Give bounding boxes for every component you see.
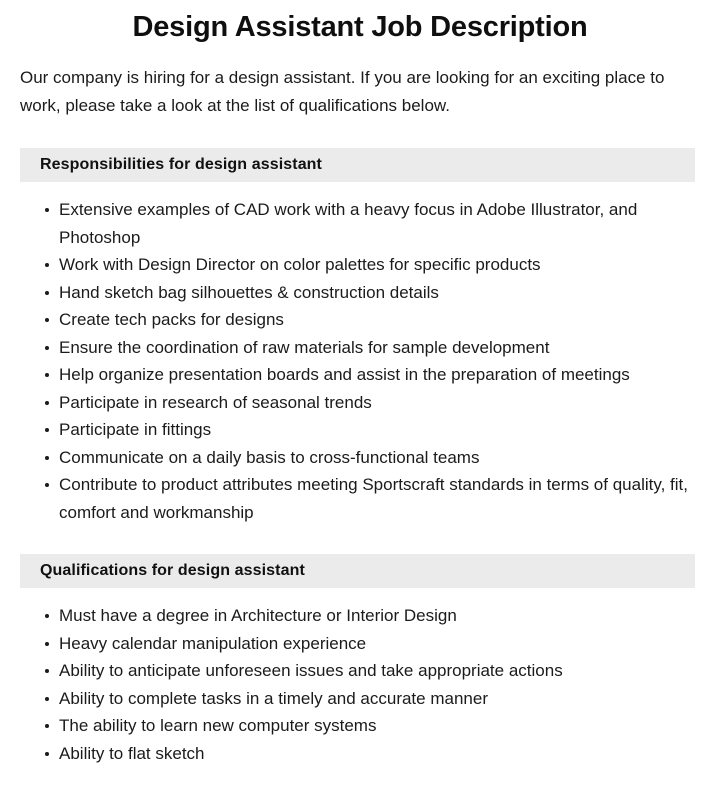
bullet-list [0, 588, 720, 767]
list-item: The ability to learn new computer systems [20, 712, 695, 740]
list-item: Hand sketch bag silhouettes & construction details [20, 279, 695, 307]
list-item: Help organize presentation boards and assist in the preparation of meetings [20, 361, 695, 389]
section [0, 554, 720, 767]
list-item: Contribute to product attributes meeting Sportscraft standards in terms of quality, fit, comfort and workmanship [20, 471, 695, 526]
list-item: Communicate on a daily basis to cross-functional teams [20, 444, 695, 472]
section [0, 148, 720, 526]
list-item: Must have a degree in Architecture or Interior Design [20, 602, 695, 630]
list-item: Work with Design Director on color palettes for specific products [20, 251, 695, 279]
list-item: Ability to complete tasks in a timely and accurate manner [20, 685, 695, 713]
list-item: Participate in fittings [20, 416, 695, 444]
list-item: Extensive examples of CAD work with a heavy focus in Adobe Illustrator, and Photoshop [20, 196, 695, 251]
section-header-label: Responsibilities for design assistant [40, 156, 322, 173]
page-title: Design Assistant Job Description [132, 11, 588, 43]
list-item: Ensure the coordination of raw materials for sample development [20, 334, 695, 362]
section-header [20, 554, 695, 588]
list-item: Ability to flat sketch [20, 740, 695, 768]
list-item: Participate in research of seasonal trends [20, 389, 695, 417]
bullet-list [0, 182, 720, 526]
list-item: Heavy calendar manipulation experience [20, 630, 695, 658]
list-item: Ability to anticipate unforeseen issues and take appropriate actions [20, 657, 695, 685]
section-header-label: Qualifications for design assistant [40, 562, 305, 579]
intro-paragraph: Our company is hiring for a design assistant. If you are looking for an exciting place to work, please take a look at the list of qualifications below. [20, 68, 665, 115]
section-header [20, 148, 695, 182]
sections-container [0, 148, 720, 767]
list-item: Create tech packs for designs [20, 306, 695, 334]
